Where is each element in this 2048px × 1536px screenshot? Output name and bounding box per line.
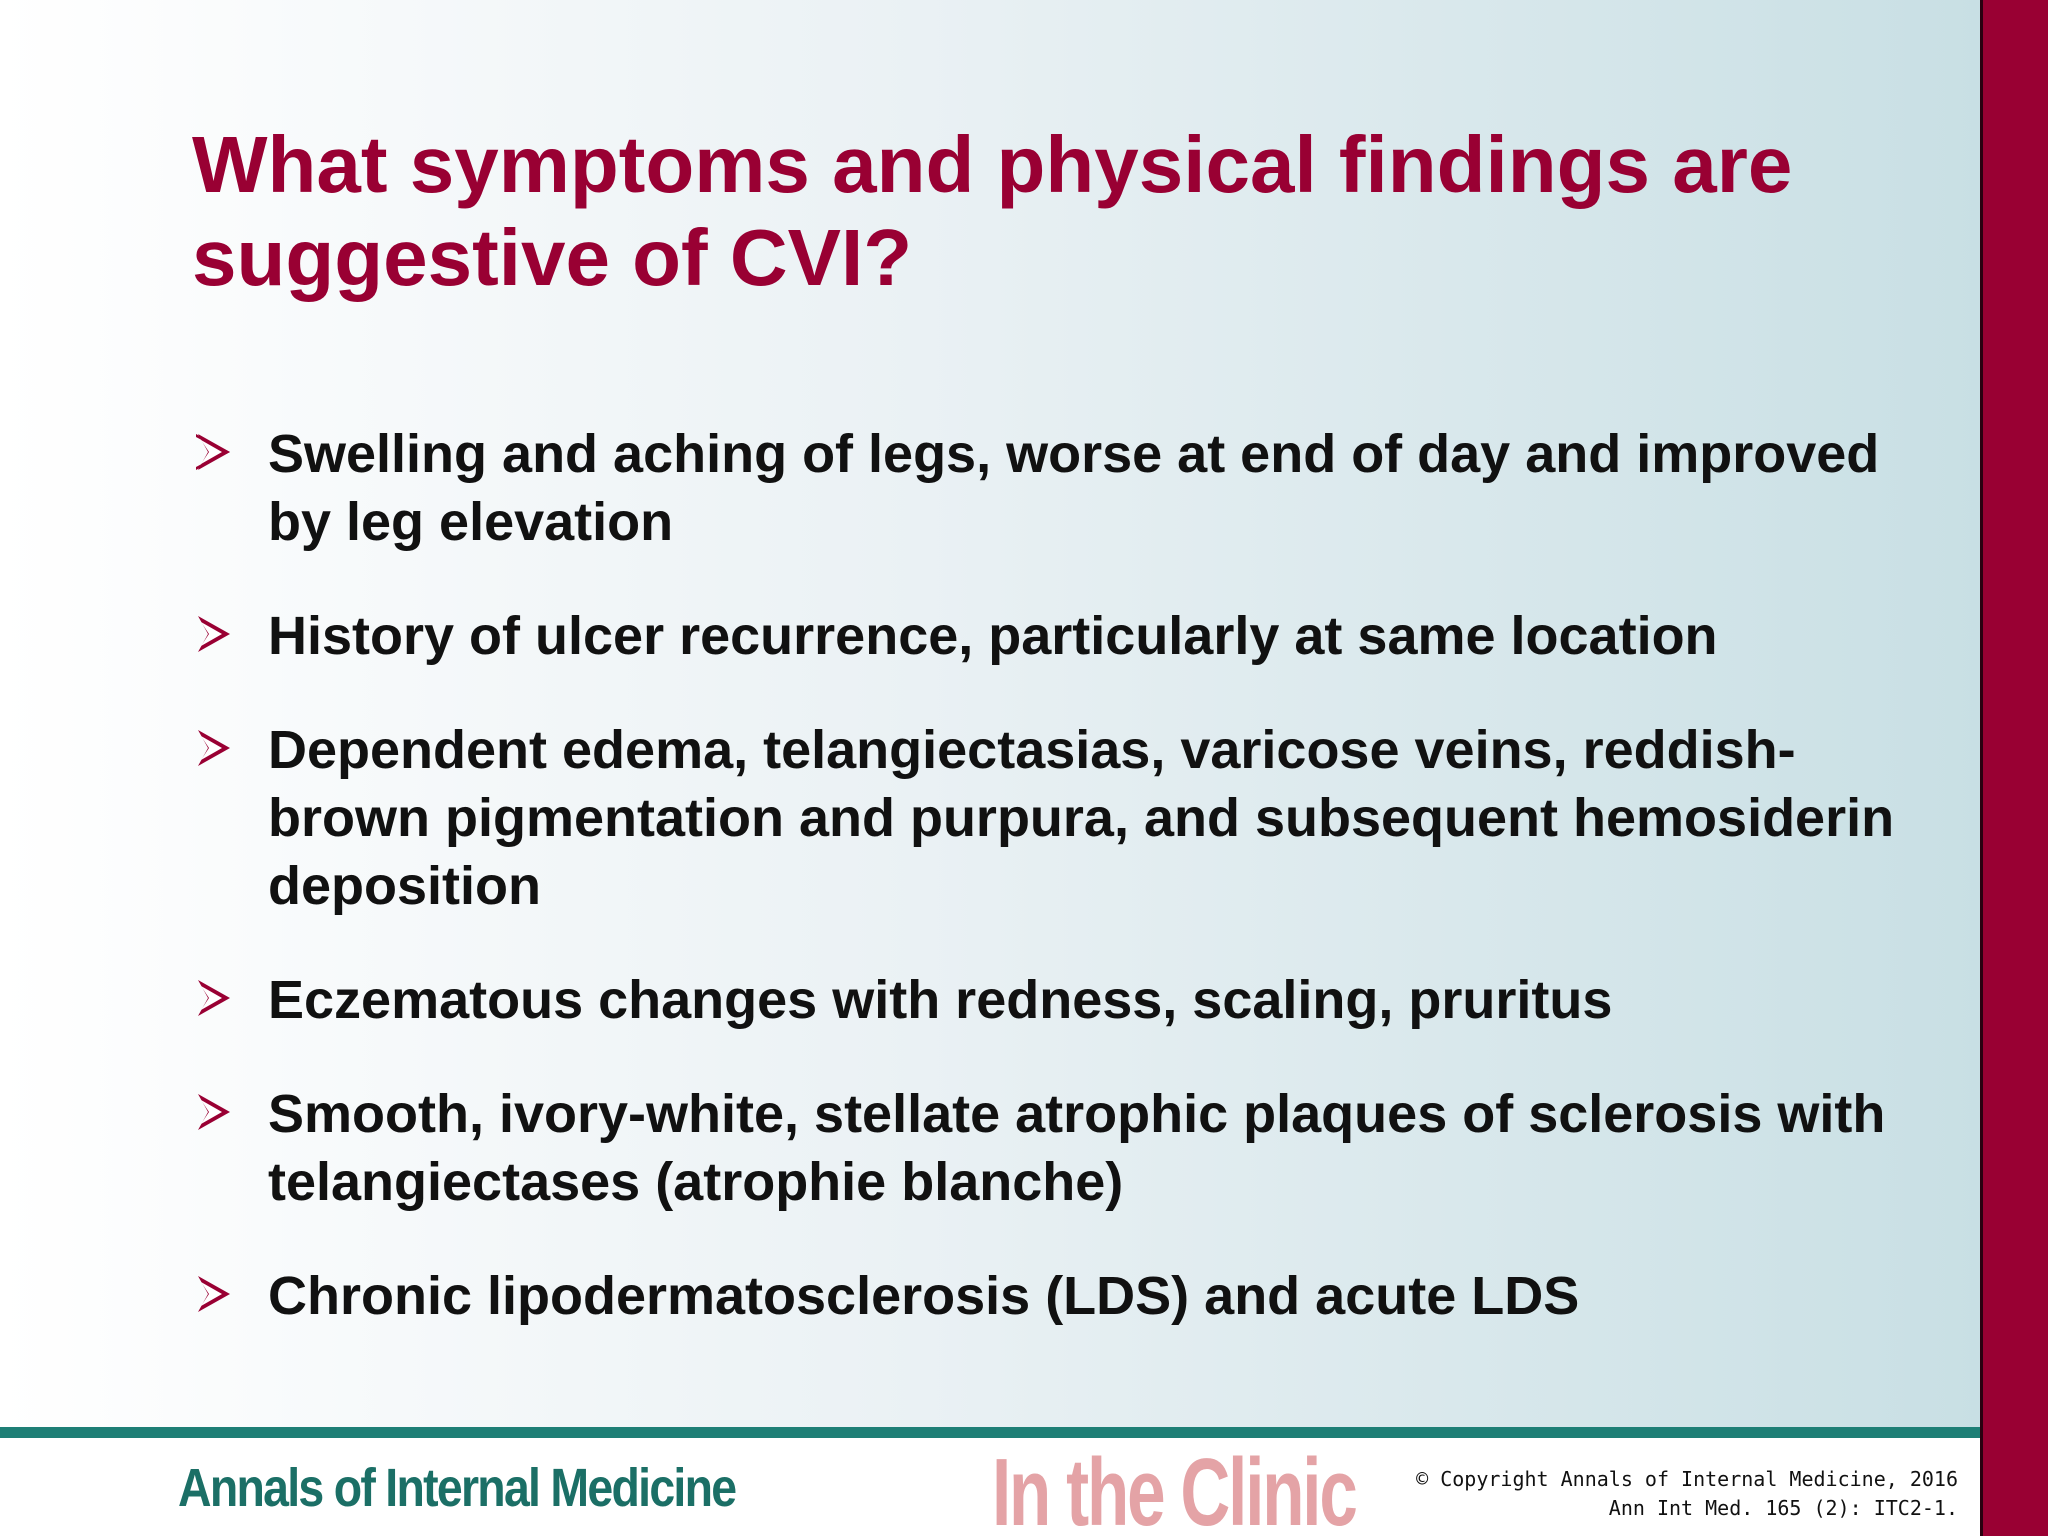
arrowhead-bullet-icon: [196, 1094, 230, 1130]
right-accent-bar: [1980, 0, 2048, 1536]
bullet-text: Chronic lipodermatosclerosis (LDS) and acute LDS: [268, 1266, 1580, 1326]
bullet-text: Eczematous changes with redness, scaling, pruritus: [268, 970, 1613, 1030]
slide-title: What symptoms and physical findings are suggestive of CVI?: [192, 120, 1793, 302]
citation-line: Ann Int Med. 165 (2): ITC2-1.: [1608, 1496, 1958, 1520]
arrowhead-bullet-icon: [196, 730, 230, 766]
arrowhead-bullet-icon: [196, 616, 230, 652]
series-logo: In the Clinic: [992, 1439, 1356, 1536]
bullet-item: [192, 1262, 1942, 1330]
bullet-text: Dependent edema, telangiectasias, varicose veins, reddish-brown pigmentation and purpura, and subsequent hemosiderin deposition: [268, 720, 1895, 916]
bullet-text: History of ulcer recurrence, particularly at same location: [268, 606, 1718, 666]
journal-logo: Annals of Internal Medicine: [178, 1458, 736, 1518]
bullet-list: [192, 420, 1942, 1376]
bullet-item: [192, 1080, 1942, 1216]
copyright-notice: [1416, 1465, 1958, 1523]
arrowhead-bullet-icon: [196, 1276, 230, 1312]
footer-divider: [0, 1427, 1980, 1438]
bullet-item: [192, 966, 1942, 1034]
bullet-text: Swelling and aching of legs, worse at end of day and improved by leg elevation: [268, 424, 1880, 552]
copyright-line: © Copyright Annals of Internal Medicine, 2016: [1416, 1467, 1958, 1491]
arrowhead-bullet-icon: [196, 434, 230, 470]
bullet-item: [192, 420, 1942, 556]
footer: [0, 1427, 1980, 1536]
bullet-item: [192, 716, 1942, 920]
bullet-text: Smooth, ivory-white, stellate atrophic plaques of sclerosis with telangiectases (atrophie blanche): [268, 1084, 1886, 1212]
arrowhead-bullet-icon: [196, 980, 230, 1016]
bullet-item: [192, 602, 1942, 670]
